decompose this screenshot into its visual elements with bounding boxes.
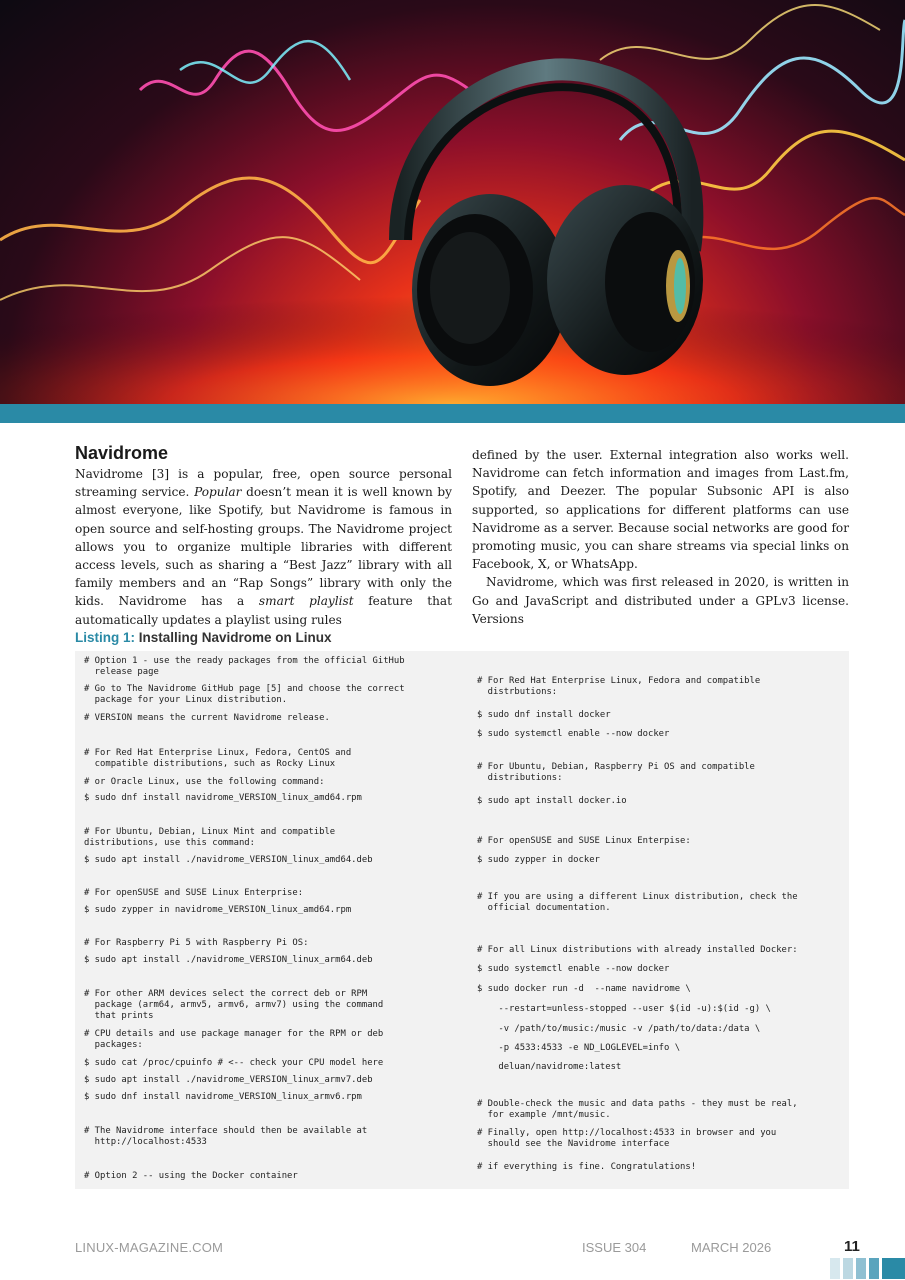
hero-image xyxy=(0,0,905,404)
code-line: $ sudo dnf install navidrome_VERSION_linux_amd64.rpm xyxy=(84,793,362,803)
code-line: for example /mnt/music. xyxy=(477,1110,611,1120)
code-line: package for your Linux distribution. xyxy=(84,695,288,705)
code-line: $ sudo apt install ./navidrome_VERSION_linux_armv7.deb xyxy=(84,1075,373,1085)
code-line: $ sudo zypper in navidrome_VERSION_linux_amd64.rpm xyxy=(84,905,352,915)
emphasis: smart playlist xyxy=(258,594,354,609)
code-line: # If you are using a different Linux distribution, check the xyxy=(477,892,798,902)
code-line: $ sudo zypper in docker xyxy=(477,855,600,865)
code-line: deluan/navidrome:latest xyxy=(477,1062,622,1072)
code-line: # For openSUSE and SUSE Linux Enterpise: xyxy=(477,836,691,846)
listing-title: Installing Navidrome on Linux xyxy=(138,630,332,645)
page-footer xyxy=(0,1230,905,1280)
code-line: # For Red Hat Enterprise Linux, Fedora and compatible xyxy=(477,676,761,686)
footer-issue: ISSUE 304 xyxy=(582,1240,647,1255)
paragraph: defined by the user. External integration also works well. Navidrome can fetch information and images from Last.fm, Spotify, and Deezer. The popular Subsonic API is also supported, so applications for different platforms can use Navidrome as a server. Because social networks are good for promoting music, you can share streams via special links on Facebook, X, or WhatsApp. xyxy=(472,448,849,572)
code-line: -v /path/to/music:/music -v /path/to/data:/data \ xyxy=(477,1024,761,1034)
code-line: $ sudo systemctl enable --now docker xyxy=(477,729,670,739)
code-line: # For all Linux distributions with already installed Docker: xyxy=(477,945,798,955)
code-line: packages: xyxy=(84,1040,143,1050)
code-line: # CPU details and use package manager for the RPM or deb xyxy=(84,1029,384,1039)
code-line: distributions: xyxy=(477,773,563,783)
code-line: # if everything is fine. Congratulations! xyxy=(477,1162,697,1172)
code-line: # For Ubuntu, Debian, Linux Mint and compatible xyxy=(84,827,336,837)
paragraph: Navidrome, which was first released in 2020, is written in Go and JavaScript and distributed under a GPLv3 license. Versions xyxy=(472,575,849,626)
paragraph-text: doesn’t mean it is well known by almost everyone, like Spotify, but Navidrome is famous in open source and self-hosting groups. The Navidrome project allows you to organize multiple libraries with different access levels, such as sharing a “Best Jazz” library with all family members and an “Rap Songs” library with only the kids. Navidrome has a xyxy=(75,485,453,609)
code-line: $ sudo apt install ./navidrome_VERSION_linux_amd64.deb xyxy=(84,855,373,865)
code-line: # The Navidrome interface should then be available at xyxy=(84,1126,368,1136)
paragraph-text: feature that automatically updates a playlist using rules xyxy=(75,594,453,627)
code-line: $ sudo docker run -d --name navidrome \ xyxy=(477,984,691,994)
section-divider-band xyxy=(0,404,905,423)
footer-decoration xyxy=(869,1258,879,1279)
code-line: compatible distributions, such as Rocky Linux xyxy=(84,759,336,769)
code-line: $ sudo cat /proc/cpuinfo # <-- check your CPU model here xyxy=(84,1058,384,1068)
code-line: # VERSION means the current Navidrome release. xyxy=(84,713,330,723)
code-line: $ sudo apt install docker.io xyxy=(477,796,627,806)
footer-site: LINUX-MAGAZINE.COM xyxy=(75,1240,224,1255)
footer-decoration xyxy=(830,1258,840,1279)
article-column-right xyxy=(472,446,849,628)
listing-label: Listing 1: xyxy=(75,630,135,645)
code-line: --restart=unless-stopped --user $(id -u):$(id -g) \ xyxy=(477,1004,771,1014)
code-line: http://localhost:4533 xyxy=(84,1137,207,1147)
code-line: distrbutions: xyxy=(477,687,558,697)
footer-decoration xyxy=(843,1258,853,1279)
code-line: that prints xyxy=(84,1011,154,1021)
code-line: # Go to The Navidrome GitHub page [5] and choose the correct xyxy=(84,684,405,694)
footer-decoration xyxy=(882,1258,905,1279)
code-line: # Finally, open http://localhost:4533 in browser and you xyxy=(477,1128,777,1138)
code-line: # For openSUSE and SUSE Linux Enterprise: xyxy=(84,888,304,898)
paragraph-text: Navidrome [3] is a popular, free, open source personal streaming service. xyxy=(75,467,452,500)
code-line: # For Ubuntu, Debian, Raspberry Pi OS and compatible xyxy=(477,762,755,772)
code-line: should see the Navidrome interface xyxy=(477,1139,670,1149)
section-heading: Navidrome xyxy=(75,443,169,463)
code-line: # Double-check the music and data paths - they must be real, xyxy=(477,1099,798,1109)
footer-decoration xyxy=(856,1258,866,1279)
code-line: -p 4533:4533 -e ND_LOGLEVEL=info \ xyxy=(477,1043,681,1053)
code-line: # For Raspberry Pi 5 with Raspberry Pi OS: xyxy=(84,938,309,948)
code-line: $ sudo dnf install docker xyxy=(477,710,611,720)
code-line: # For Red Hat Enterprise Linux, Fedora, CentOS and xyxy=(84,748,352,758)
listing-caption xyxy=(75,630,332,645)
emphasis: Popular xyxy=(194,485,242,500)
code-line: # For other ARM devices select the correct deb or RPM xyxy=(84,989,368,999)
footer-date: MARCH 2026 xyxy=(691,1240,772,1255)
code-line: $ sudo dnf install navidrome_VERSION_linux_armv6.rpm xyxy=(84,1092,362,1102)
code-line: # Option 1 - use the ready packages from the official GitHub xyxy=(84,656,405,666)
code-line: official documentation. xyxy=(477,903,611,913)
code-line: # or Oracle Linux, use the following command: xyxy=(84,777,325,787)
code-line: $ sudo apt install ./navidrome_VERSION_linux_arm64.deb xyxy=(84,955,373,965)
code-line: # Option 2 -- using the Docker container xyxy=(84,1171,298,1181)
paragraph xyxy=(75,465,452,629)
code-line: distributions, use this command: xyxy=(84,838,255,848)
code-line: release page xyxy=(84,667,159,677)
code-listing xyxy=(75,651,849,1189)
headphones-icon xyxy=(0,0,905,404)
article-column-left xyxy=(75,442,452,629)
page-number: 11 xyxy=(844,1238,860,1255)
code-line: $ sudo systemctl enable --now docker xyxy=(477,964,670,974)
code-line: package (arm64, armv5, armv6, armv7) using the command xyxy=(84,1000,384,1010)
